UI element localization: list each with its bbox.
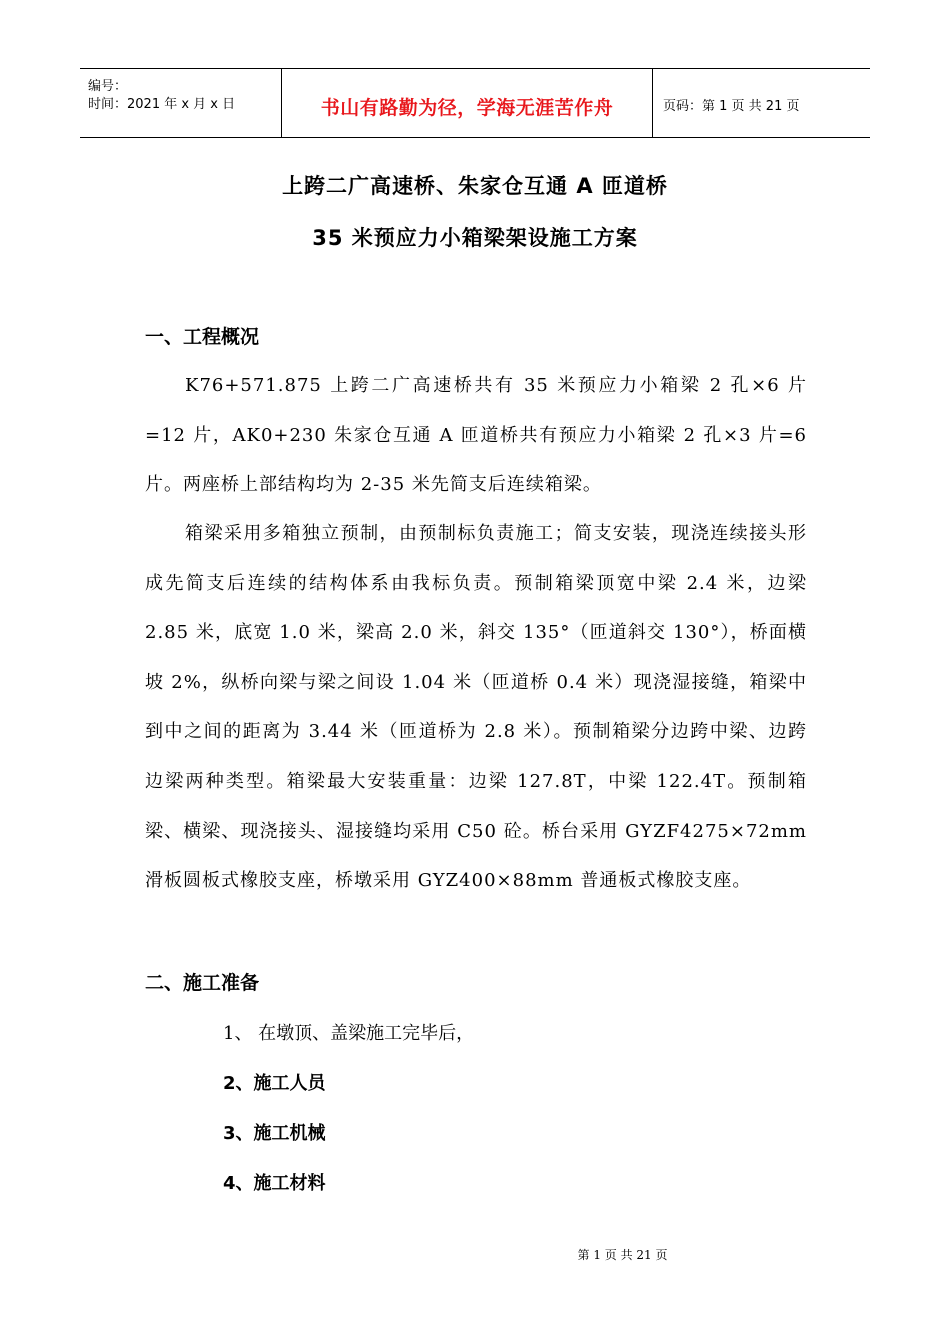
page-title-line1: 上跨二广高速桥、朱家仓互通 A 匝道桥 bbox=[282, 174, 668, 198]
date-label: 时间：2021 年 x 月 x 日 bbox=[88, 97, 236, 112]
header-page-cell bbox=[653, 69, 870, 137]
document-header bbox=[80, 68, 870, 138]
number-label: 编号： bbox=[88, 79, 128, 94]
page-title-line2: 35 米预应力小箱梁架设施工方案 bbox=[312, 226, 638, 250]
list-item: 4、施工材料 bbox=[223, 1173, 326, 1194]
section2-heading: 二、施工准备 bbox=[145, 972, 260, 994]
section1-paragraph-1: K76+571.875 上跨二广高速桥共有 35 米预应力小箱梁 2 孔×6 片=12 片，AK0+230 朱家仓互通 A 匝道桥共有预应力小箱梁 2 孔×3 片=6 片。两座桥上部结构均为 2-35 米先简支后连续箱梁。 bbox=[145, 375, 807, 496]
header-motto-cell bbox=[282, 69, 653, 137]
page-footer: 第 1 页 共 21 页 bbox=[577, 1248, 668, 1262]
section1-heading: 一、工程概况 bbox=[145, 326, 260, 348]
header-meta-cell bbox=[80, 69, 282, 137]
list-item: 2、施工人员 bbox=[223, 1073, 326, 1094]
motto-text: 书山有路勤为径，学海无涯苦作舟 bbox=[320, 97, 614, 119]
page-info: 页码：第 1 页 共 21 页 bbox=[663, 99, 800, 114]
list-item: 1、 在墩顶、盖梁施工完毕后， bbox=[223, 1023, 475, 1044]
list-item: 3、施工机械 bbox=[223, 1123, 326, 1144]
section1-paragraph-2: 箱梁采用多箱独立预制，由预制标负责施工；简支安装，现浇连续接头形成先简支后连续的结构体系由我标负责。预制箱梁顶宽中梁 2.4 米，边梁 2.85 米，底宽 1.0 米，梁高 2.0 米，斜交 135°（匝道斜交 130°），桥面横坡 2%，纵桥向梁与梁之间设 1.04 米（匝道桥 0.4 米）现浇湿接缝，箱梁中到中之间的距离为 3.44 米（匝道桥为 2.8 米）。预制箱梁分边跨中梁、边跨边梁两种类型。箱梁最大安装重量：边梁 127.8T，中梁 122.4T。预制箱梁、横梁、现浇接头、湿接缝均采用 C50 砼。桥台采用 GYZF4275×72mm 滑板圆板式橡胶支座，桥墩采用 GYZ400×88mm 普通板式橡胶支座。 bbox=[145, 523, 807, 892]
